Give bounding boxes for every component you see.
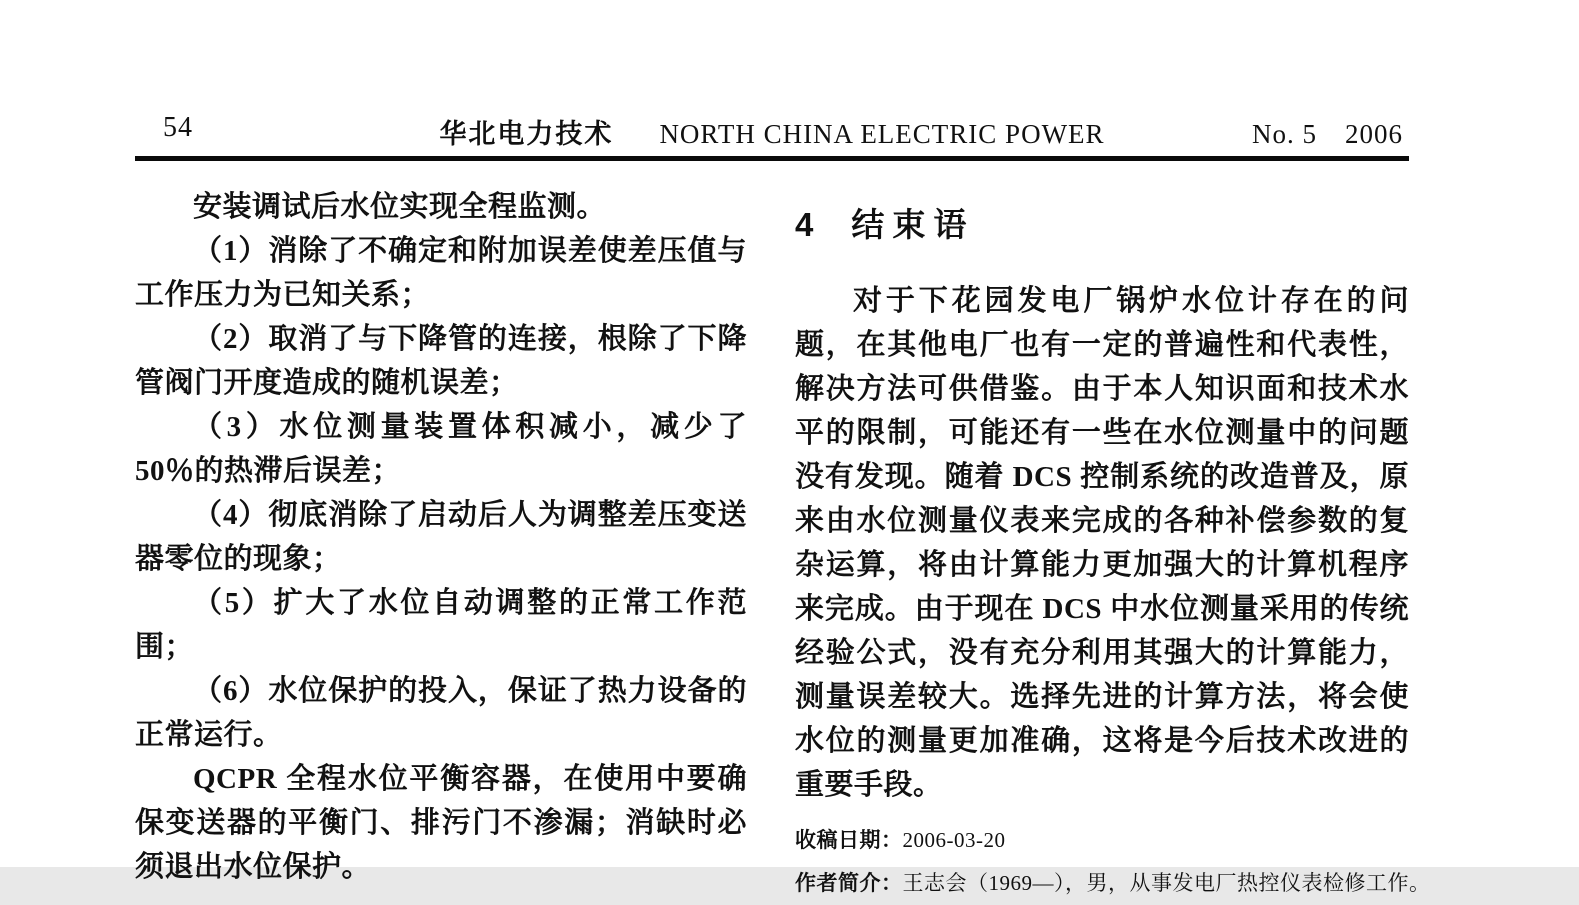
conclusion-paragraph: 对于下花园发电厂锅炉水位计存在的问题，在其他电厂也有一定的普遍性和代表性，解决方法可供借鉴。由于本人知识面和技术水平的限制，可能还有一些在水位测量中的问题没有发现。随着 DCS 控制系统的改造普及，原来由水位测量仪表来完成的各种补偿参数的复杂运算，将由计算能力更加强大的计算机程序来完成。由于现在 DCS 中水位测量采用的传统经验公式，没有充分利用其强大的计算能力，测量误差较大。选择先进的计算方法，将会使水位的测量更加准确，这将是今后技术改进的重要手段。 (795, 285, 1409, 801)
received-date-label: 收稿日期： (795, 829, 903, 852)
journal-title-en: NORTH CHINA ELECTRIC POWER (659, 119, 1105, 149)
journal-title-group (135, 112, 1409, 151)
paragraph: 安装调试后水位实现全程监测。 (193, 191, 607, 223)
journal-title-cn: 华北电力技术 (439, 119, 614, 149)
author-bio-line (795, 862, 1431, 905)
received-date-line (795, 819, 1409, 862)
footnotes (795, 819, 1431, 905)
paragraph: （5）扩大了水位自动调整的正常工作范围； (135, 587, 747, 663)
paragraph: （6）水位保护的投入，保证了热力设备的正常运行。 (135, 675, 747, 751)
right-column (795, 185, 1431, 905)
paragraph: （1）消除了不确定和附加误差使差压值与工作压力为已知关系； (135, 235, 747, 311)
paragraph: QCPR 全程水位平衡容器，在使用中要确保变送器的平衡门、排污门不渗漏；消缺时必须退出水位保护。 (135, 763, 747, 883)
paragraph: （4）彻底消除了启动后人为调整差压变送器零位的现象； (135, 499, 747, 575)
section-number: 4 (795, 206, 814, 243)
received-date-value: 2006-03-20 (902, 828, 1006, 852)
author-bio-label: 作者简介： (795, 872, 903, 895)
author-bio-value: 王志会（1969—），男，从事发电厂热控仪表检修工作。 (902, 871, 1431, 895)
header-rule (135, 156, 1409, 161)
left-column (135, 185, 747, 905)
section-title: 结束语 (851, 206, 975, 243)
paragraph: （2）取消了与下降管的连接，根除了下降管阀门开度造成的随机误差； (135, 323, 747, 399)
issue-info: No. 5 2006 (1252, 119, 1403, 149)
paragraph: （3）水位测量装置体积减小，减少了 50％的热滞后误差； (135, 411, 747, 487)
page-number: 54 (163, 112, 193, 143)
article-body (135, 185, 1431, 905)
section-heading (795, 205, 1409, 245)
